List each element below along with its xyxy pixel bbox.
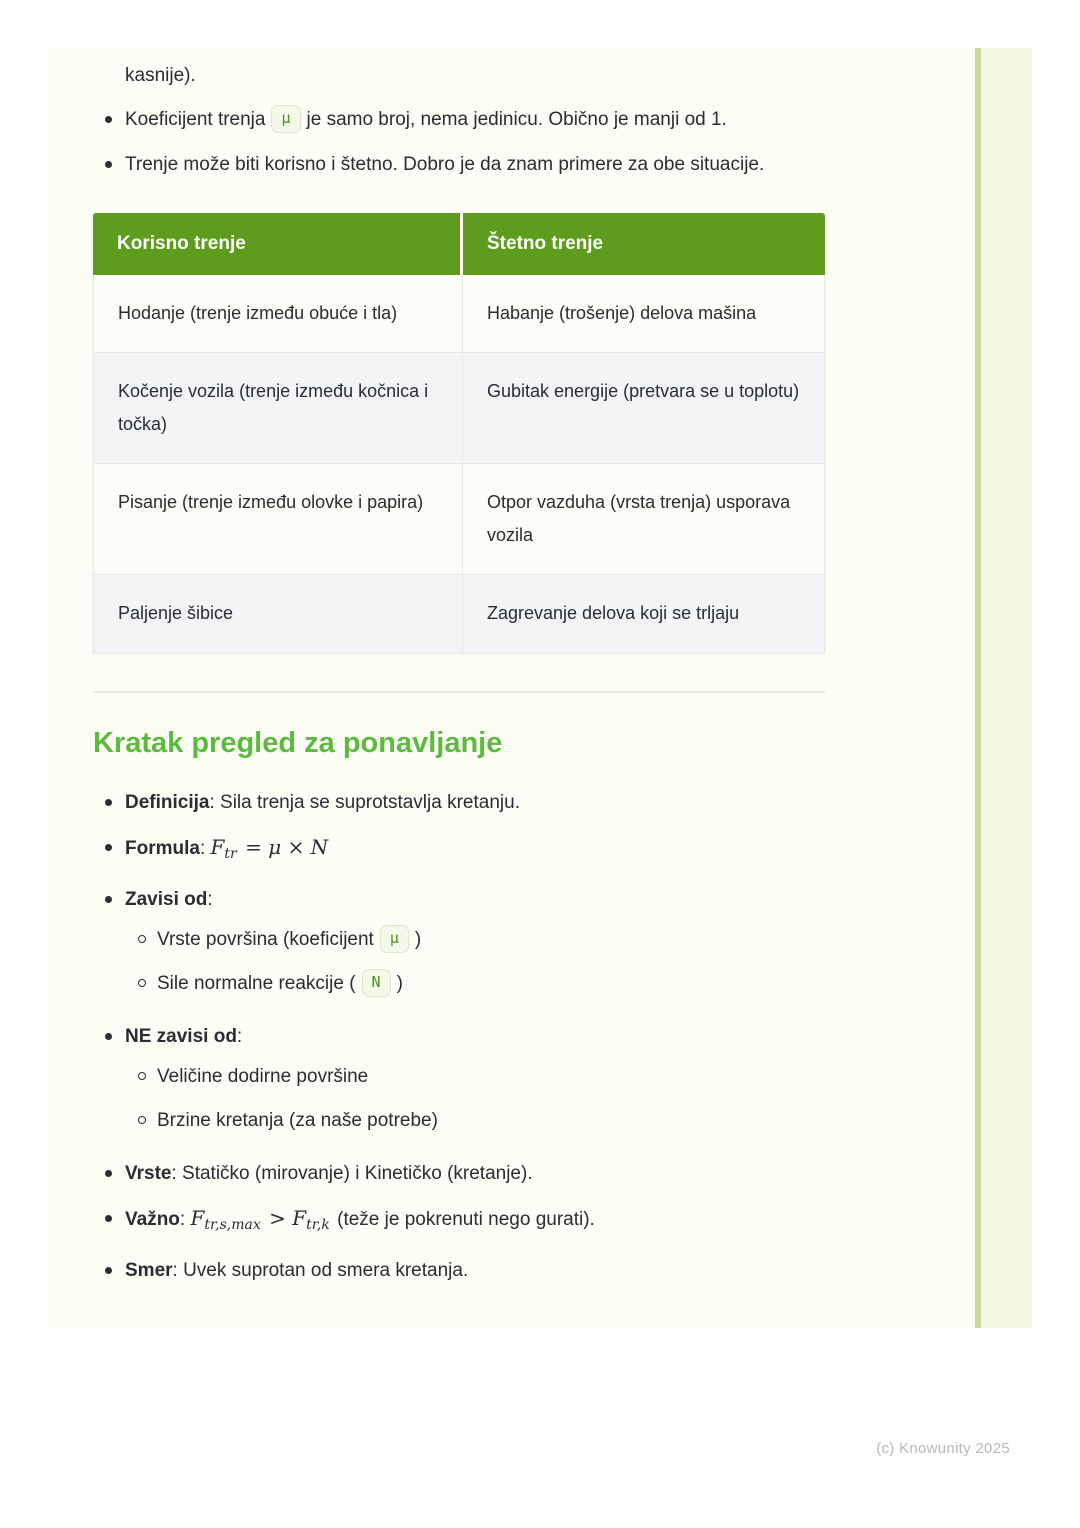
table-row: [93, 353, 825, 464]
intro-continuation-text: kasnije).: [125, 65, 196, 86]
n-code-badge: N: [362, 969, 391, 997]
contact-area-subitem: Veličine dodirne površine: [138, 1061, 852, 1092]
document-page: [47, 48, 975, 1328]
table-body: [93, 275, 825, 653]
not-depends-colon: :: [236, 1026, 243, 1047]
important-f1-symbol: F: [190, 1206, 205, 1230]
intro-bullet-list: [104, 104, 852, 180]
not-depends-bullet-item: [104, 1021, 852, 1136]
formula-colon: :: [199, 838, 211, 859]
surfaces-subitem: [138, 924, 852, 955]
important-label: Važno: [125, 1209, 180, 1230]
copyright-footer: (c) Knowunity 2025: [876, 1440, 1010, 1457]
table-cell: Kočenje vozila (trenje između kočnica i točka): [93, 353, 463, 464]
depends-on-sublist: [138, 924, 852, 999]
depends-on-colon: :: [207, 889, 213, 910]
useful-harmful-bullet-item: Trenje može biti korisno i štetno. Dobro je da znam primere za obe situacije.: [104, 149, 852, 180]
important-f2-symbol: F: [292, 1206, 307, 1230]
formula-f-symbol: F: [210, 835, 225, 859]
friction-comparison-table: [93, 213, 825, 653]
formula-rhs: = μ × N: [238, 835, 329, 859]
definition-text: : Sila trenja se suprotstavlja kretanju.: [209, 792, 520, 813]
table-row: [93, 464, 825, 575]
important-colon: :: [179, 1209, 191, 1230]
formula-label: Formula: [125, 838, 200, 859]
speed-subitem: Brzine kretanja (za naše potrebe): [138, 1105, 852, 1136]
types-bullet-item: [104, 1158, 852, 1189]
table-row: [93, 575, 825, 653]
coefficient-text-post: je samo broj, nema jedinicu. Obično je manji od 1.: [306, 109, 727, 130]
important-f1-subscript: tr,s,max: [204, 1217, 261, 1233]
table-cell: Zagrevanje delova koji se trljaju: [463, 575, 825, 653]
direction-label: Smer: [125, 1260, 173, 1281]
table-header-row: [93, 213, 825, 275]
review-bullet-list: [104, 787, 852, 1286]
mu-code-badge: μ: [271, 105, 300, 133]
normal-force-text-post: ): [396, 973, 403, 994]
important-text-rest: (teže je pokrenuti nego gurati).: [331, 1209, 595, 1230]
formula-bullet-item: [104, 832, 852, 870]
table-cell: Hodanje (trenje između obuće i tla): [93, 275, 463, 353]
definition-bullet-item: [104, 787, 852, 818]
section-divider: [93, 691, 825, 693]
mu-code-badge: μ: [380, 925, 409, 953]
table-row: [93, 275, 825, 353]
normal-force-subitem: [138, 968, 852, 999]
types-label: Vrste: [125, 1163, 172, 1184]
direction-bullet-item: [104, 1255, 852, 1286]
depends-on-label: Zavisi od: [125, 889, 208, 910]
not-depends-label: NE zavisi od: [125, 1026, 237, 1047]
table-cell: Pisanje (trenje između olovke i papira): [93, 464, 463, 575]
definition-label: Definicija: [125, 792, 210, 813]
formula-f-subscript: tr: [224, 846, 237, 862]
table-cell: Otpor vazduha (vrsta trenja) usporava vozila: [463, 464, 825, 575]
important-gt-sign: >: [262, 1206, 293, 1230]
types-text: : Statičko (mirovanje) i Kinetičko (kretanje).: [171, 1163, 533, 1184]
coefficient-bullet-item: [104, 104, 852, 135]
table-header-korisno: Korisno trenje: [93, 213, 463, 275]
table-header-stetno: Štetno trenje: [463, 213, 825, 275]
important-bullet-item: [104, 1203, 852, 1241]
important-f2-subscript: tr,k: [306, 1217, 330, 1233]
next-page-edge-strip: [975, 48, 1032, 1328]
direction-text: : Uvek suprotan od smera kretanja.: [172, 1260, 469, 1281]
coefficient-text-pre: Koeficijent trenja: [125, 109, 266, 130]
table-cell: Habanje (trošenje) delova mašina: [463, 275, 825, 353]
surfaces-text-post: ): [414, 929, 422, 950]
table-head: [93, 213, 825, 275]
not-depends-sublist: [138, 1061, 852, 1136]
review-section-heading: Kratak pregled za ponavljanje: [93, 727, 503, 759]
surfaces-text-pre: Vrste površina (koeficijent: [157, 929, 374, 950]
table-cell: Paljenje šibice: [93, 575, 463, 653]
depends-on-bullet-item: [104, 884, 852, 999]
normal-force-text-pre: Sile normalne reakcije (: [157, 973, 356, 994]
table-cell: Gubitak energije (pretvara se u toplotu): [463, 353, 825, 464]
